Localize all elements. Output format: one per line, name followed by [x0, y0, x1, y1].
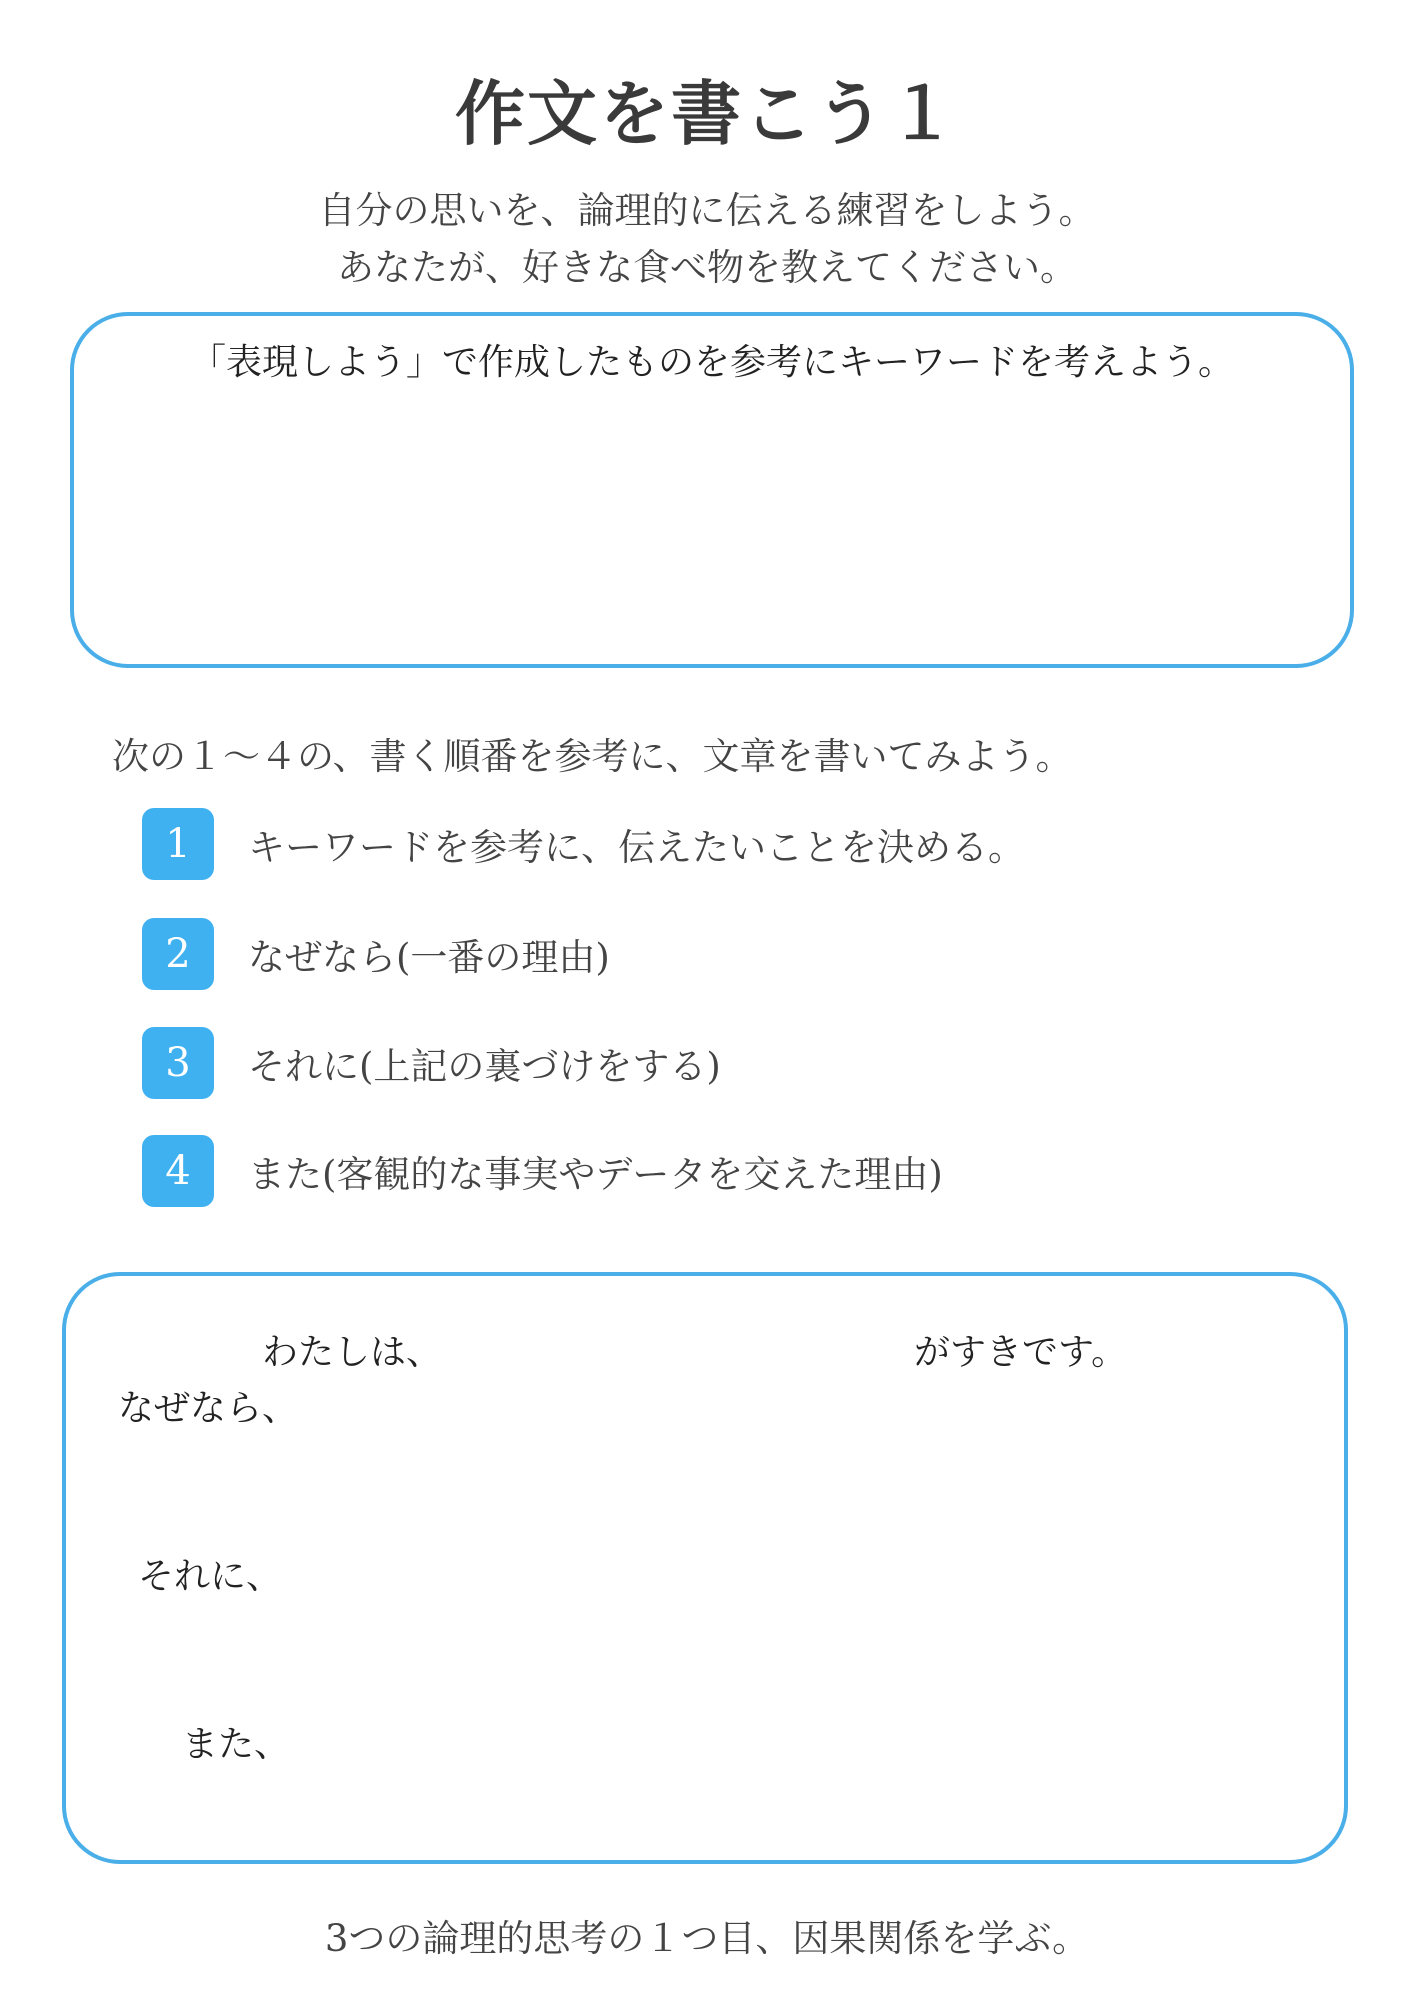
step-text: なぜなら(一番の理由): [248, 936, 610, 979]
subtitle-line-1: 自分の思いを、論理的に伝える練習をしよう。: [318, 189, 1096, 232]
essay-prompt-watashi: わたしは、: [262, 1332, 443, 1373]
step-4: [142, 1135, 943, 1207]
footer-text: 3つの論理的思考の１つ目、因果関係を学ぶ。: [324, 1917, 1090, 1960]
step-text: それに(上記の裏づけをする): [248, 1045, 721, 1088]
essay-prompt-suki: がすきです。: [914, 1332, 1128, 1373]
essay-prompt-mata: また、: [182, 1724, 291, 1765]
step-2: [142, 918, 610, 990]
step-text: キーワードを参考に、伝えたいことを決める。: [248, 826, 1025, 869]
essay-prompt-nazenara: なぜなら、: [118, 1388, 299, 1429]
step-number-badge: 1: [142, 808, 214, 880]
keyword-box[interactable]: [70, 312, 1354, 668]
instruction-text: 次の１～４の、書く順番を参考に、文章を書いてみよう。: [112, 735, 1073, 778]
essay-prompt-soreni: それに、: [138, 1556, 283, 1597]
essay-box[interactable]: [62, 1272, 1348, 1864]
subtitle-line-2: あなたが、好きな食べ物を教えてください。: [337, 246, 1077, 289]
step-text: また(客観的な事実やデータを交えた理由): [248, 1153, 943, 1196]
step-1: [142, 808, 1025, 880]
keyword-box-label: 「表現しよう」で作成したものを参考にキーワードを考えよう。: [189, 342, 1234, 383]
step-number-badge: 4: [142, 1135, 214, 1207]
step-number-badge: 3: [142, 1027, 214, 1099]
step-number-badge: 2: [142, 918, 214, 990]
step-3: [142, 1027, 721, 1099]
page-title: 作文を書こう１: [455, 73, 959, 155]
